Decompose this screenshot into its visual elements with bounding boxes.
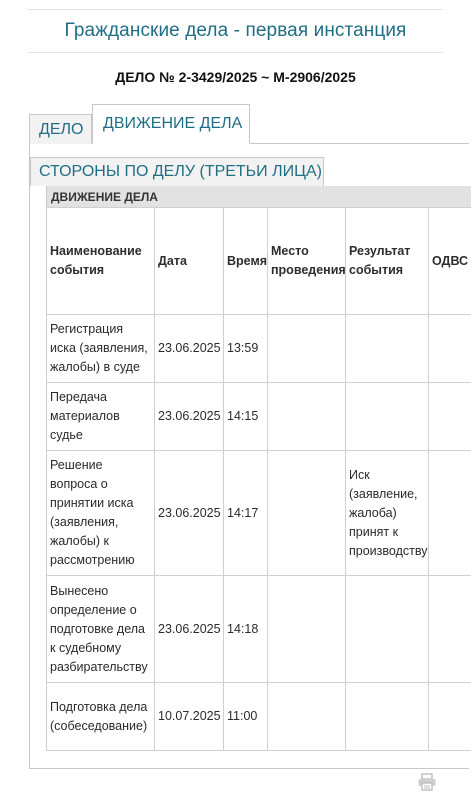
column-header-time: Время — [224, 208, 268, 315]
tab-dvizhenie-dela[interactable]: ДВИЖЕНИЕ ДЕЛА — [92, 104, 250, 144]
cell-event: Решение вопроса о принятии иска (заявления, жалобы) к рассмотрению — [47, 451, 155, 576]
column-header-date: Дата — [155, 208, 224, 315]
cell-time: 13:59 — [224, 315, 268, 383]
cell-event: Регистрация иска (заявления, жалобы) в суде — [47, 315, 155, 383]
cell-event: Вынесено определение о подготовке дела к судебному разбирательству — [47, 576, 155, 683]
cell-result — [346, 383, 429, 451]
cell-time: 14:18 — [224, 576, 268, 683]
cell-date: 23.06.2025 — [155, 576, 224, 683]
cell-result — [346, 683, 429, 751]
case-number: ДЕЛО № 2-3429/2025 ~ М-2906/2025 — [115, 69, 356, 85]
column-header-event: Наименование события — [47, 208, 155, 315]
table-row — [47, 315, 471, 383]
column-header-extra: ОДВС — [429, 208, 471, 315]
tab-delo[interactable]: ДЕЛО — [29, 114, 92, 144]
table-row — [47, 383, 471, 451]
cell-date: 23.06.2025 — [155, 383, 224, 451]
cell-result — [346, 315, 429, 383]
cell-place — [268, 683, 346, 751]
cell-place — [268, 451, 346, 576]
printer-icon[interactable] — [417, 773, 437, 791]
events-table-container[interactable] — [46, 186, 471, 751]
cell-result — [346, 576, 429, 683]
table-row — [47, 451, 471, 576]
table-caption-bar — [46, 186, 471, 207]
cell-date: 10.07.2025 — [155, 683, 224, 751]
column-header-place: Место проведения — [268, 208, 346, 315]
cell-extra — [429, 315, 471, 383]
cell-date: 23.06.2025 — [155, 315, 224, 383]
table-row — [47, 683, 471, 751]
table-row — [47, 576, 471, 683]
cell-place — [268, 315, 346, 383]
cell-time: 14:15 — [224, 383, 268, 451]
cell-extra — [429, 683, 471, 751]
cell-extra — [429, 576, 471, 683]
tab-storony-po-delu[interactable]: СТОРОНЫ ПО ДЕЛУ (ТРЕТЬИ ЛИЦА) — [30, 157, 324, 186]
page-header — [28, 9, 443, 53]
cell-time: 14:17 — [224, 451, 268, 576]
column-header-result: Результат события — [346, 208, 429, 315]
table-caption: ДВИЖЕНИЕ ДЕЛА — [51, 190, 158, 204]
cell-extra — [429, 451, 471, 576]
cell-extra — [429, 383, 471, 451]
cell-date: 23.06.2025 — [155, 451, 224, 576]
page-title: Гражданские дела - первая инстанция — [64, 20, 407, 41]
table-header-row — [47, 208, 471, 315]
cell-time: 11:00 — [224, 683, 268, 751]
cell-event: Подготовка дела (собеседование) — [47, 683, 155, 751]
cell-result: Иск (заявление, жалоба) принят к производству — [346, 451, 429, 576]
events-table — [46, 207, 471, 751]
cell-event: Передача материалов судье — [47, 383, 155, 451]
cell-place — [268, 383, 346, 451]
cell-place — [268, 576, 346, 683]
